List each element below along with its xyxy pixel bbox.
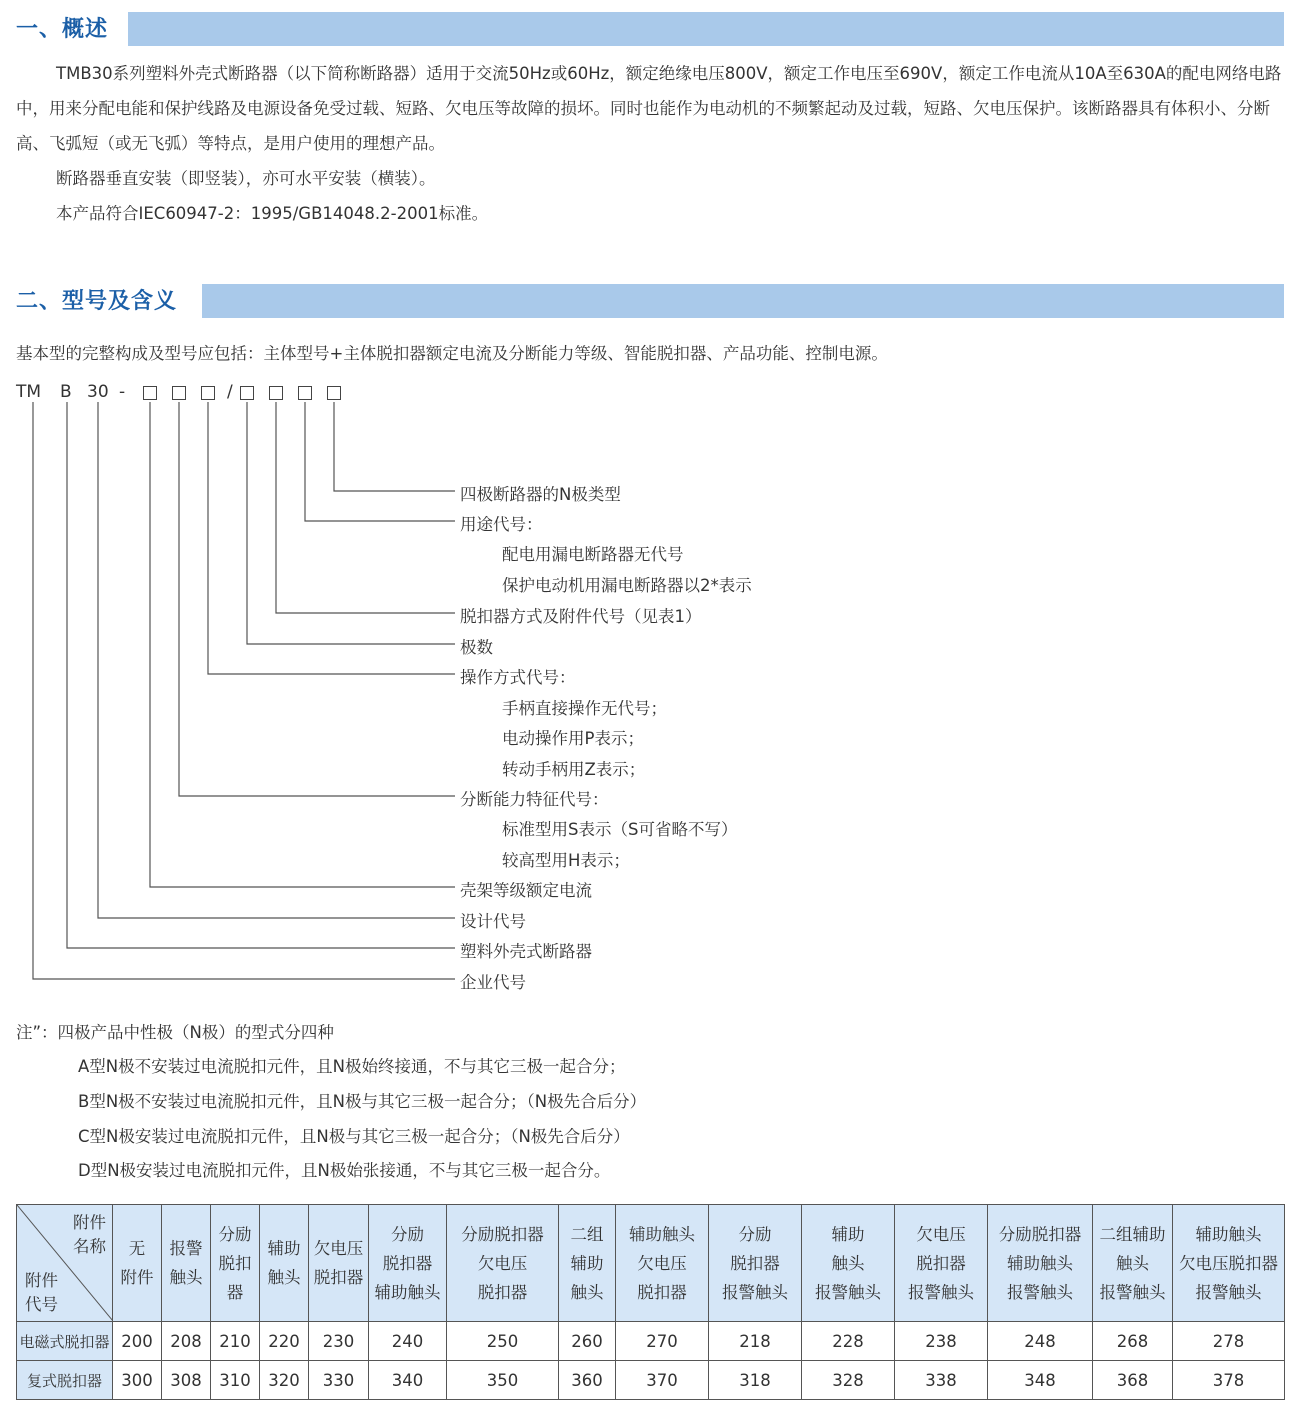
row-label: 复式脱扣器 <box>17 1361 113 1400</box>
code-box-4 <box>240 386 254 400</box>
table-row <box>17 1322 1285 1361</box>
section2-title: 二、型号及含义 <box>16 289 178 314</box>
table-header-cell: 辅助 触头 报警触头 <box>802 1205 895 1322</box>
label-release: 脱扣器方式及附件代号（见表1） <box>460 607 702 626</box>
table-header-cell: 辅助触头 欠电压脱扣器 报警触头 <box>1173 1205 1285 1322</box>
table-header-row <box>17 1205 1285 1322</box>
table-corner-cell <box>17 1205 113 1322</box>
table-cell: 378 <box>1173 1361 1285 1400</box>
table-header-cell: 分励 脱扣器 辅助触头 <box>369 1205 447 1322</box>
code-tm: TM <box>16 382 42 402</box>
table-cell: 200 <box>113 1322 162 1361</box>
code-30: 30 <box>87 382 109 402</box>
note-d: D型N极安装过电流脱扣元件，且N极始张接通，不与其它三极一起合分。 <box>78 1161 611 1180</box>
code-box-5 <box>269 386 283 400</box>
section2-header <box>16 284 177 315</box>
code-box-2 <box>172 386 186 400</box>
code-slash: / <box>227 382 233 402</box>
table-cell: 230 <box>309 1322 369 1361</box>
note-a: A型N极不安装过电流脱扣元件，且N极始终接通，不与其它三极一起合分； <box>78 1057 626 1076</box>
note-title: 注”：四极产品中性极（N极）的型式分四种 <box>16 1023 334 1042</box>
label-breaking-1: 标准型用S表示（S可省略不写） <box>502 820 738 839</box>
label-operation-3: 转动手柄用Z表示； <box>502 760 646 779</box>
table-cell: 268 <box>1093 1322 1173 1361</box>
table-header-cell: 分励脱扣器 欠电压 脱扣器 <box>447 1205 559 1322</box>
table-header-cell: 辅助 触头 <box>260 1205 309 1322</box>
table-cell: 338 <box>895 1361 988 1400</box>
overview-paragraph-3: 本产品符合IEC60947-2：1995/GB14048.2-2001标准。 <box>56 204 489 223</box>
corner-top-label: 附件 名称 <box>73 1213 106 1256</box>
table-header-cell: 分励 脱扣 器 <box>211 1205 260 1322</box>
label-breaking: 分断能力特征代号： <box>460 790 609 809</box>
overview-paragraph-2: 断路器垂直安装（即竖装），亦可水平安装（横装）。 <box>56 169 436 188</box>
table-cell: 310 <box>211 1361 260 1400</box>
row-label: 电磁式脱扣器 <box>17 1322 113 1361</box>
table-cell: 238 <box>895 1322 988 1361</box>
code-box-6 <box>298 386 312 400</box>
label-n-type: 四极断路器的N极类型 <box>460 485 621 504</box>
table-header-cell: 欠电压 脱扣器 报警触头 <box>895 1205 988 1322</box>
table-cell: 320 <box>260 1361 309 1400</box>
table-cell: 228 <box>802 1322 895 1361</box>
label-enterprise: 企业代号 <box>460 973 526 992</box>
label-mccb: 塑料外壳式断路器 <box>460 942 592 961</box>
code-box-1 <box>143 386 157 400</box>
table-cell: 318 <box>709 1361 802 1400</box>
table-cell: 350 <box>447 1361 559 1400</box>
table-header-cell: 辅助触头 欠电压 脱扣器 <box>616 1205 709 1322</box>
table-cell: 218 <box>709 1322 802 1361</box>
table-cell: 260 <box>559 1322 616 1361</box>
table-header-cell: 分励 脱扣器 报警触头 <box>709 1205 802 1322</box>
table-header-cell: 分励脱扣器 辅助触头 报警触头 <box>988 1205 1093 1322</box>
table-header-cell: 欠电压 脱扣器 <box>309 1205 369 1322</box>
model-intro: 基本型的完整构成及型号应包括：主体型号+主体脱扣器额定电流及分断能力等级、智能脱扣器、产品功能、控制电源。 <box>16 344 888 363</box>
table-cell: 248 <box>988 1322 1093 1361</box>
corner-bottom-label: 附件 代号 <box>25 1271 58 1314</box>
accessory-code-table <box>16 1204 1285 1400</box>
table-cell: 328 <box>802 1361 895 1400</box>
label-usage: 用途代号： <box>460 515 543 534</box>
table-cell: 340 <box>369 1361 447 1400</box>
code-box-3 <box>201 386 215 400</box>
section1-header <box>16 12 108 43</box>
table-cell: 220 <box>260 1322 309 1361</box>
table-header-cell: 二组辅助 触头 报警触头 <box>1093 1205 1173 1322</box>
overview-text <box>16 56 1284 231</box>
table-header-cell: 无 附件 <box>113 1205 162 1322</box>
table-cell: 240 <box>369 1322 447 1361</box>
code-box-7 <box>327 386 341 400</box>
table-header-cell: 报警 触头 <box>162 1205 211 1322</box>
table-cell: 368 <box>1093 1361 1173 1400</box>
table-cell: 308 <box>162 1361 211 1400</box>
note-c: C型N极安装过电流脱扣元件，且N极与其它三极一起合分；（N极先合后分） <box>78 1127 630 1146</box>
table-cell: 300 <box>113 1361 162 1400</box>
note-b: B型N极不安装过电流脱扣元件，且N极与其它三极一起合分；（N极先合后分） <box>78 1092 647 1111</box>
label-usage-1: 配电用漏电断路器无代号 <box>502 545 684 564</box>
table-cell: 210 <box>211 1322 260 1361</box>
section1-title: 一、概述 <box>16 17 109 42</box>
table-header-cell: 二组 辅助 触头 <box>559 1205 616 1322</box>
table-cell: 250 <box>447 1322 559 1361</box>
table-cell: 370 <box>616 1361 709 1400</box>
section1-bar <box>128 12 1284 46</box>
overview-paragraph-1: TMB30系列塑料外壳式断路器（以下简称断路器）适用于交流50Hz或60Hz，额定绝缘电压800V，额定工作电压至690V，额定工作电流从10A至630A的配电网络电路中，用来分配电能和保护线路及电源设备免受过载、短路、欠电压等故障的损坏。同时也能作为电动机的不频繁起动及过载，短路、欠电压保护。该断路器具有体积小、分断高、飞弧短（或无飞弧）等特点，是用户使用的理想产品。 <box>16 64 1282 153</box>
table-cell: 208 <box>162 1322 211 1361</box>
table-cell: 348 <box>988 1361 1093 1400</box>
label-poles: 极数 <box>460 638 493 657</box>
table-cell: 278 <box>1173 1322 1285 1361</box>
label-design: 设计代号 <box>460 912 526 931</box>
table-row <box>17 1361 1285 1400</box>
label-breaking-2: 较高型用H表示； <box>502 851 630 870</box>
table-cell: 270 <box>616 1322 709 1361</box>
table-cell: 330 <box>309 1361 369 1400</box>
label-usage-2: 保护电动机用漏电断路器以2*表示 <box>502 576 752 595</box>
label-operation-1: 手柄直接操作无代号； <box>502 699 667 718</box>
label-frame: 壳架等级额定电流 <box>460 881 592 900</box>
label-operation-2: 电动操作用P表示； <box>502 729 644 748</box>
table-cell: 360 <box>559 1361 616 1400</box>
label-operation: 操作方式代号： <box>460 668 576 687</box>
section2-bar <box>202 284 1284 318</box>
code-b: B <box>60 382 72 402</box>
code-dash: - <box>119 382 126 402</box>
